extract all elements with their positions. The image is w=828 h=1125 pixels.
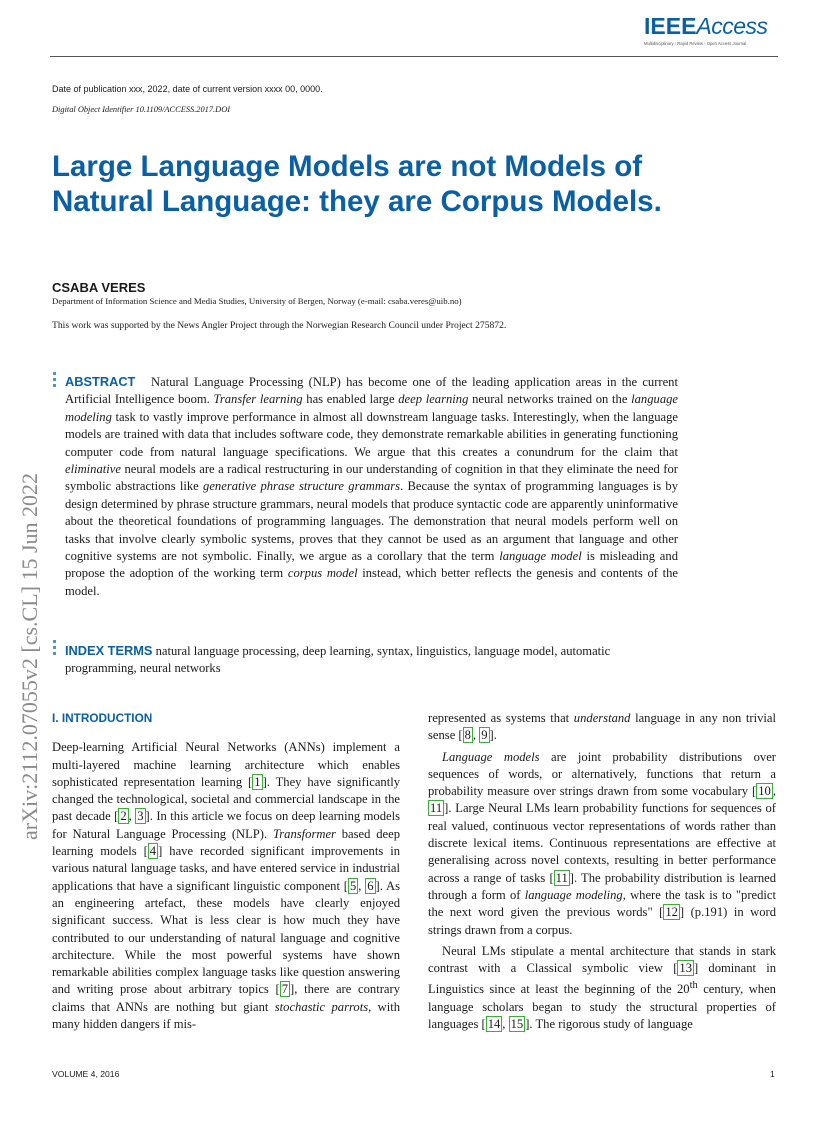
left-column	[52, 710, 400, 1033]
abstract-term: corpus model	[287, 566, 358, 581]
index-terms-text: natural language processing, deep learning, syntax, linguistics, language model, automatic programming, neural networks	[65, 644, 611, 676]
abstract-term: deep learning	[398, 392, 469, 407]
abstract-text: task to vastly improve performance in almost all downstream language tasks. Interestingly, when the language models are trained with data that includes software code, they demonstrate remarkable abilities in generating functioning computer code from natural language specifications. We argue that this creates a conundrum for the claim that	[65, 409, 679, 459]
intro-paragraph-1-continued: represented as systems that understand language in any non trivial sense [ 8 , 9 ].	[428, 711, 776, 743]
abstract-text: is misleading and propose the adoption of the working term	[65, 549, 678, 581]
section-heading-introduction: I. INTRODUCTION	[52, 711, 153, 725]
publication-date: Date of publication xxx, 2022, date of current version xxxx 00, 0000.	[52, 84, 323, 94]
citation-link[interactable]: 5	[349, 878, 357, 893]
body-text: . They have significantly changed the technological, societal and commercial landscape in the past decade	[52, 774, 400, 824]
citation-link[interactable]: 6	[367, 878, 374, 893]
citation-link[interactable]: 10	[758, 784, 771, 799]
paper-title: Large Language Models are not Models of Natural Language: they are Corpus Models.	[52, 150, 662, 218]
header-divider	[50, 56, 778, 57]
body-text: have recorded significant improvements in various natural language tasks, and have entered service in industrial applications that have a significant linguistic component	[52, 844, 400, 893]
body-term: Transformer	[272, 826, 336, 841]
abstract-text: has enabled large	[306, 392, 395, 407]
body-text: . Large Neural LMs learn probability functions for sequences of real valued, continuous vector representations of words rather than discrete lexical items. Continuous representations are effective at generalising across novel contexts, resulting in better performance across a range of tasks	[428, 801, 776, 885]
abstract-term: language modeling	[65, 392, 679, 424]
abstract-term: eliminative	[65, 462, 121, 477]
intro-paragraph-1: Deep-learning Artificial Neural Networks (ANNs) implement a multi-layered machine learning architecture which enables sophisticated representation learning [ 1 ]. They have significantly changed the technological, societal and commercial landscape in the past decade [ 2 , 3 ]. In this article we focus on deep learning models for Natural Language Processing (NLP). Transformer based deep learning models [ 4 ] have recorded significant improvements in various natural language tasks, and have entered service in industrial applications that have a significant linguistic component [ 5 , 6 ]. As an engineering artefact, these models have clearly enjoyed significant success. What is less clear is how much they have contributed to our understanding of natural language and cognitive architecture. While the most powerful systems have shown remarkable abilities complex language tasks like question answering and writing prose about arbitrary topics [ 7 ], there are contrary claims that ANNs are nothing but giant stochastic parrots, with many hidden dangers if mis-	[52, 740, 401, 1032]
abstract-term: Transfer learning	[213, 392, 303, 407]
citation-link[interactable]: 11	[430, 801, 443, 816]
body-text: century, when language scholars began to study the structural properties of languages	[428, 982, 776, 1032]
index-terms-label: INDEX TERMS	[65, 643, 153, 658]
citation-link[interactable]: 7	[281, 982, 289, 997]
citation-link[interactable]: 9	[481, 728, 488, 743]
body-text: Deep-learning Artificial Neural Networks (ANNs) implement a multi-layered machine learning architecture which enables sophisticated representation learning	[52, 740, 400, 789]
body-text: . The rigorous study of language	[529, 1017, 693, 1032]
citation-link[interactable]: 15	[510, 1017, 524, 1032]
ieee-access-logo	[644, 14, 774, 54]
intro-paragraph-2: Language models are joint probability distributions over sequences of words, or alternatively, functions that return a probability measure over strings drawn from some vocabulary [ 10 , 11 ]. Large Neural LMs learn probability functions for sequences of real valued, continuous vector representations of words rather than discrete lexical items. Continuous representations are effective at generalising across novel contexts, resulting in better performance across a range of tasks [ 11 ]. The probability distribution is learned through a form of language modeling, where the task is to "predict the next word given the previous words" [ 12 ] (p.191) in word strings drawn from a corpus.	[428, 749, 777, 937]
citation-link[interactable]: 13	[679, 961, 693, 976]
citation-link[interactable]: 4	[149, 844, 157, 859]
logo-tagline: Multidisciplinary ⁝ Rapid Review ⁝ Open Access Journal	[644, 41, 747, 46]
abstract-text: instead, which better reflects the genesis and contents of the model.	[65, 566, 678, 598]
body-text: , where the task is to "predict the next word given the previous words"	[428, 887, 777, 920]
author-name: CSABA VERES	[52, 280, 146, 295]
body-text: dominant in Linguistics since at least the beginning of the 20	[428, 961, 776, 997]
body-text: . As an engineering artefact, these models have clearly enjoyed significant success. What is less clear is how much they have contributed to our understanding of natural language and cognitive architecture. While the most powerful systems have shown remarkable abilities complex language tasks like question answering and writing prose about arbitrary topics	[52, 878, 401, 997]
body-text: represented as systems that	[428, 711, 570, 725]
body-text: . In this article we focus on deep learning models for Natural Language Processing (NLP).	[52, 809, 400, 841]
citation-link[interactable]: 11	[555, 870, 568, 885]
citation-link[interactable]: 14	[487, 1017, 501, 1032]
index-terms-marker	[53, 640, 57, 658]
body-text: Neural LMs stipulate a mental architecture that stands in stark contrast with a Classical symbolic view	[428, 943, 776, 976]
body-text: , with many hidden dangers if mis-	[52, 999, 400, 1032]
citation-link[interactable]: 12	[665, 905, 678, 920]
funding-note: This work was supported by the News Angler Project through the Norwegian Research Council under Project 275872.	[52, 320, 507, 331]
doi-line: Digital Object Identifier 10.1109/ACCESS.2017.DOI	[52, 105, 231, 114]
citation-link[interactable]: 2	[120, 809, 127, 824]
body-text: . The probability distribution is learned through a form of	[428, 870, 776, 902]
intro-paragraph-3: Neural LMs stipulate a mental architecture that stands in stark contrast with a Classical symbolic view [ 13 ] dominant in Linguistics since at least the beginning of the 20th century, when language scholars began to study the structural properties of languages [ 14 , 15 ]. The rigorous study of language	[428, 943, 776, 1032]
abstract-term: generative phrase structure grammars	[203, 479, 401, 494]
body-text: are joint probability distributions over sequences of words, or alternatively, functions that return a probability measure over strings drawn from some vocabulary	[428, 749, 776, 799]
body-term: stochastic parrots	[274, 999, 369, 1014]
body-term: understand	[573, 711, 631, 725]
index-terms	[65, 642, 678, 678]
body-text: , there are contrary claims that ANNs are nothing but giant	[52, 982, 400, 1014]
superscript: th	[689, 980, 698, 992]
body-term: language modeling	[524, 887, 623, 902]
abstract-text: neural networks trained on the	[472, 392, 628, 407]
logo-access: Access	[696, 13, 768, 39]
body-text: (p.191) in word strings drawn from a corpus.	[428, 905, 777, 937]
abstract-text: Natural Language Processing (NLP) has become one of the leading application areas in the current Artificial Intelligence boom.	[65, 375, 678, 407]
abstract-label: ABSTRACT	[65, 374, 136, 389]
logo-ieee: IEEE	[644, 13, 697, 39]
author-affiliation: Department of Information Science and Media Studies, University of Bergen, Norway (e-mail: csaba.veres@uib.no)	[52, 296, 462, 306]
abstract-term: language model	[499, 549, 582, 564]
body-text: language in any non trivial sense	[428, 711, 776, 743]
body-text: based deep learning models	[52, 826, 400, 859]
footer-volume: VOLUME 4, 2016	[52, 1069, 120, 1079]
abstract-marker	[53, 372, 57, 390]
arxiv-stamp: arXiv:2112.07055v2 [cs.CL] 15 Jun 2022	[17, 472, 42, 840]
footer-page-number: 1	[770, 1069, 775, 1079]
body-term: Language models	[442, 749, 540, 764]
citation-link[interactable]: 3	[137, 809, 144, 824]
abstract-text: neural models are a radical restructuring in our understanding of cognition in that they eliminate the need for symbolic abstractions like	[65, 462, 678, 494]
abstract	[65, 373, 678, 600]
right-column	[428, 710, 776, 1034]
citation-link[interactable]: 1	[254, 774, 261, 789]
citation-link[interactable]: 8	[464, 728, 471, 743]
abstract-text: . Because the syntax of programming languages is by design determined by phrase structure grammars, neural models that produce syntactic code are apparently uninformative about the theoretical foundations of programming languages. The demonstration that neural models perform well on tasks that involve clearly symbolic systems, proves that they cannot be used as an argument that language and other cognitive systems are not symbolic. Finally, we argue as a corollary that the term	[65, 479, 679, 564]
